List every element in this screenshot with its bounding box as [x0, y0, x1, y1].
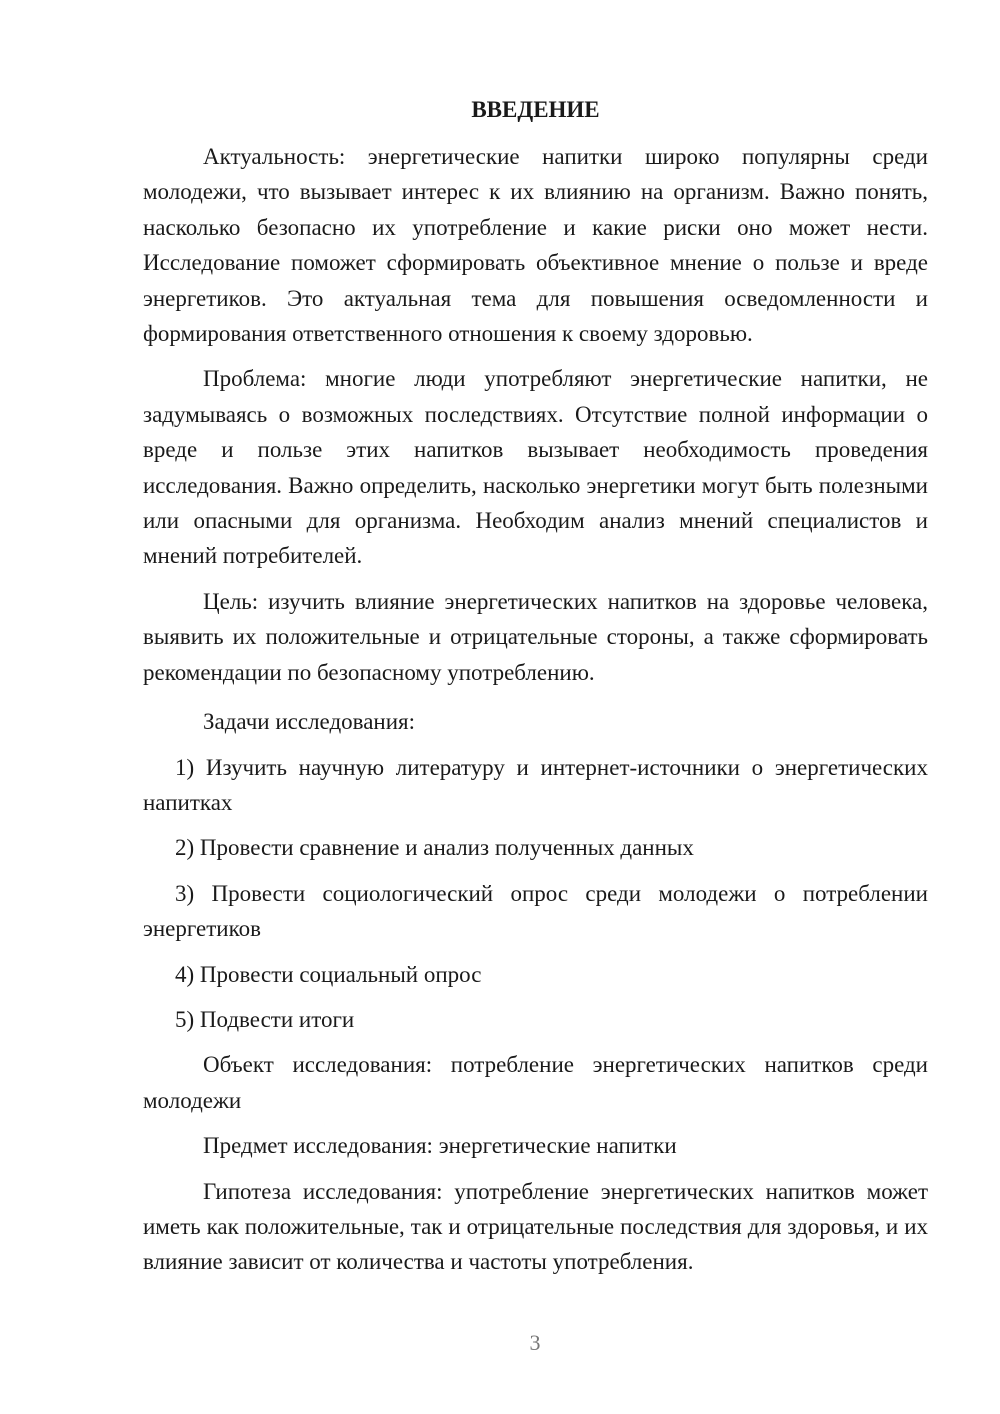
paragraph-hypothesis: Гипотеза исследования: употребление энергетических напитков может иметь как положительные, так и отрицательные последствия для здоровья, и их влияние зависит от количества и частоты употребления.: [143, 1178, 928, 1275]
task-item: 2) Провести сравнение и анализ полученных данных: [175, 835, 694, 861]
paragraph-relevance: Актуальность: энергетические напитки широко популярны среди молодежи, что вызывает интерес к их влиянию на организм. Важно понять, насколько безопасно их употребление и какие риски оно может нести. Исследование поможет сформировать объективное мнение о пользе и вреде энергетиков. Это актуальная тема для повышения осведомленности и формирования ответственного отношения к своему здоровью.: [143, 144, 928, 347]
task-item: 5) Подвести итоги: [175, 1006, 355, 1032]
paragraph-problem: Проблема: многие люди употребляют энергетические напитки, не задумываясь о возможных последствиях. Отсутствие полной информации о вреде и пользе этих напитков вызывает необходимость проведения исследования. Важно определить, насколько энергетики могут быть полезными или опасными для организма. Необходим анализ мнений специалистов и мнений потребителей.: [143, 366, 928, 569]
task-item: 1) Изучить научную литературу и интернет-источники о энергетических напитках: [143, 754, 928, 815]
page-number: 3: [529, 1330, 541, 1355]
task-item: 4) Провести социальный опрос: [175, 961, 482, 987]
paragraph-object: Объект исследования: потребление энергетических напитков среди молодежи: [143, 1052, 928, 1113]
paragraph-subject: Предмет исследования: энергетические напитки: [203, 1133, 677, 1159]
document-page: [143, 90, 928, 1280]
tasks-heading: Задачи исследования:: [203, 709, 416, 735]
task-item: 3) Провести социологический опрос среди молодежи о потреблении энергетиков: [143, 880, 928, 942]
page-title: ВВЕДЕНИЕ: [471, 97, 600, 122]
paragraph-goal: Цель: изучить влияние энергетических напитков на здоровье человека, выявить их положительные и отрицательные стороны, а также сформировать рекомендации по безопасному употреблению.: [143, 588, 928, 685]
